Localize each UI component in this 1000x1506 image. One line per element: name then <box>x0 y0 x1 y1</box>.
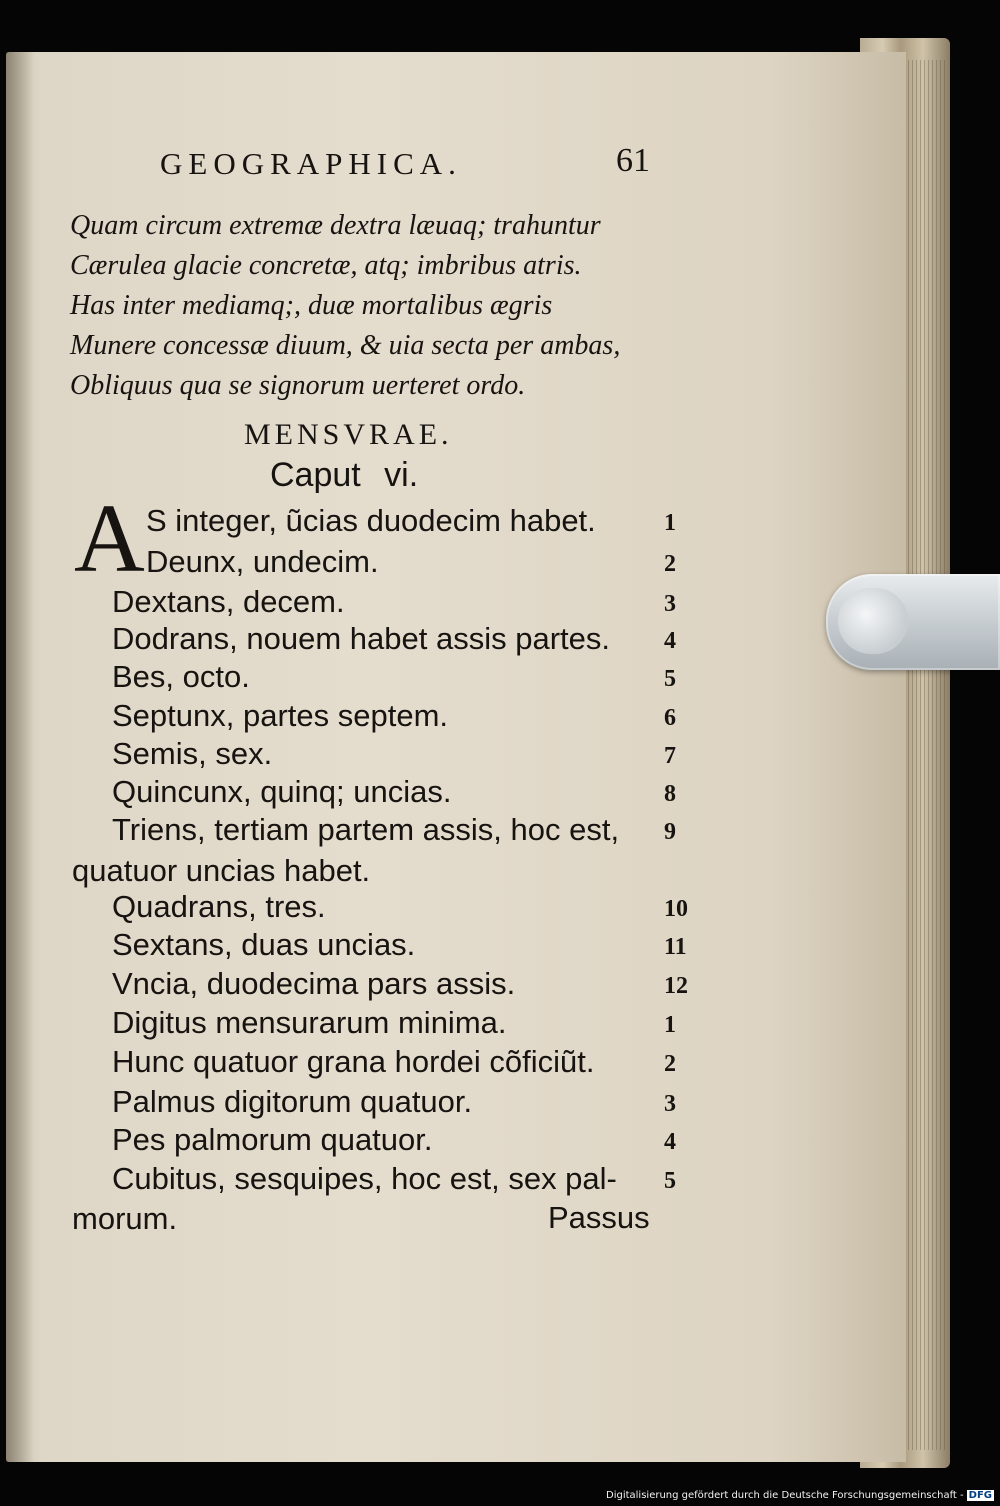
marginal-number: 8 <box>664 781 676 807</box>
marginal-number: 4 <box>664 628 676 654</box>
verse-line: Obliquus qua se signorum uerteret ordo. <box>70 370 526 401</box>
marginal-number: 2 <box>664 551 676 577</box>
marginal-number: 1 <box>664 510 676 536</box>
list-item: Sextans, duas uncias. <box>112 927 416 962</box>
verse-line: Quam circum extremæ dextra læuaq; trahuntur <box>70 210 601 241</box>
marginal-number: 4 <box>664 1129 676 1155</box>
list-item: Deunx, undecim. <box>146 544 379 579</box>
list-item: Pes palmorum quatuor. <box>112 1122 433 1157</box>
section-heading: MENSVRAE. <box>244 418 453 451</box>
marginal-number: 11 <box>664 934 687 960</box>
marginal-number: 9 <box>664 819 676 845</box>
marginal-number: 5 <box>664 1168 676 1194</box>
marginal-number: 10 <box>664 896 688 922</box>
page-number: 61 <box>616 142 650 179</box>
chapter-label: Caput vi. <box>270 456 419 494</box>
catchword: Passus <box>548 1200 650 1235</box>
marginal-number: 12 <box>664 973 688 999</box>
list-item: Semis, sex. <box>112 736 273 771</box>
list-item: Bes, octo. <box>112 659 250 694</box>
credit-text: Digitalisierung gefördert durch die Deutsche Forschungsgemeinschaft - <box>606 1490 964 1501</box>
digitization-credit <box>606 1490 994 1501</box>
marginal-number: 1 <box>664 1012 676 1038</box>
list-item: S integer, ũcias duodecim habet. <box>146 503 596 538</box>
list-item: Digitus mensurarum minima. <box>112 1005 507 1040</box>
list-item: quatuor uncias habet. <box>72 853 371 888</box>
marginal-number: 6 <box>664 705 676 731</box>
list-item: morum. <box>72 1201 178 1236</box>
drop-cap: A <box>74 485 145 593</box>
list-item: Dodrans, nouem habet assis partes. <box>112 621 610 656</box>
list-item: Hunc quatuor grana hordei cõficiũt. <box>112 1044 595 1079</box>
running-head: GEOGRAPHICA. <box>160 146 462 181</box>
list-item: Cubitus, sesquipes, hoc est, sex pal- <box>112 1161 617 1196</box>
list-item: Triens, tertiam partem assis, hoc est, <box>112 812 620 847</box>
list-item: Dextans, decem. <box>112 584 345 619</box>
marginal-number: 7 <box>664 743 676 769</box>
marginal-number: 3 <box>664 1091 676 1117</box>
marginal-number: 2 <box>664 1051 676 1077</box>
marginal-number: 5 <box>664 666 676 692</box>
verse-line: Cærulea glacie concretæ, atq; imbribus atris. <box>70 250 582 281</box>
marginal-number: 3 <box>664 591 676 617</box>
verse-line: Has inter mediamq;, duæ mortalibus ægris <box>70 290 553 321</box>
list-item: Palmus digitorum quatuor. <box>112 1084 473 1119</box>
dfg-logo: DFG <box>968 1490 992 1501</box>
list-item: Vncia, duodecima pars assis. <box>112 966 516 1001</box>
list-item: Quadrans, tres. <box>112 889 326 924</box>
list-item: Quincunx, quinq; uncias. <box>112 774 452 809</box>
verse-line: Munere concessæ diuum, & uia secta per ambas, <box>70 330 621 361</box>
list-item: Septunx, partes septem. <box>112 698 449 733</box>
